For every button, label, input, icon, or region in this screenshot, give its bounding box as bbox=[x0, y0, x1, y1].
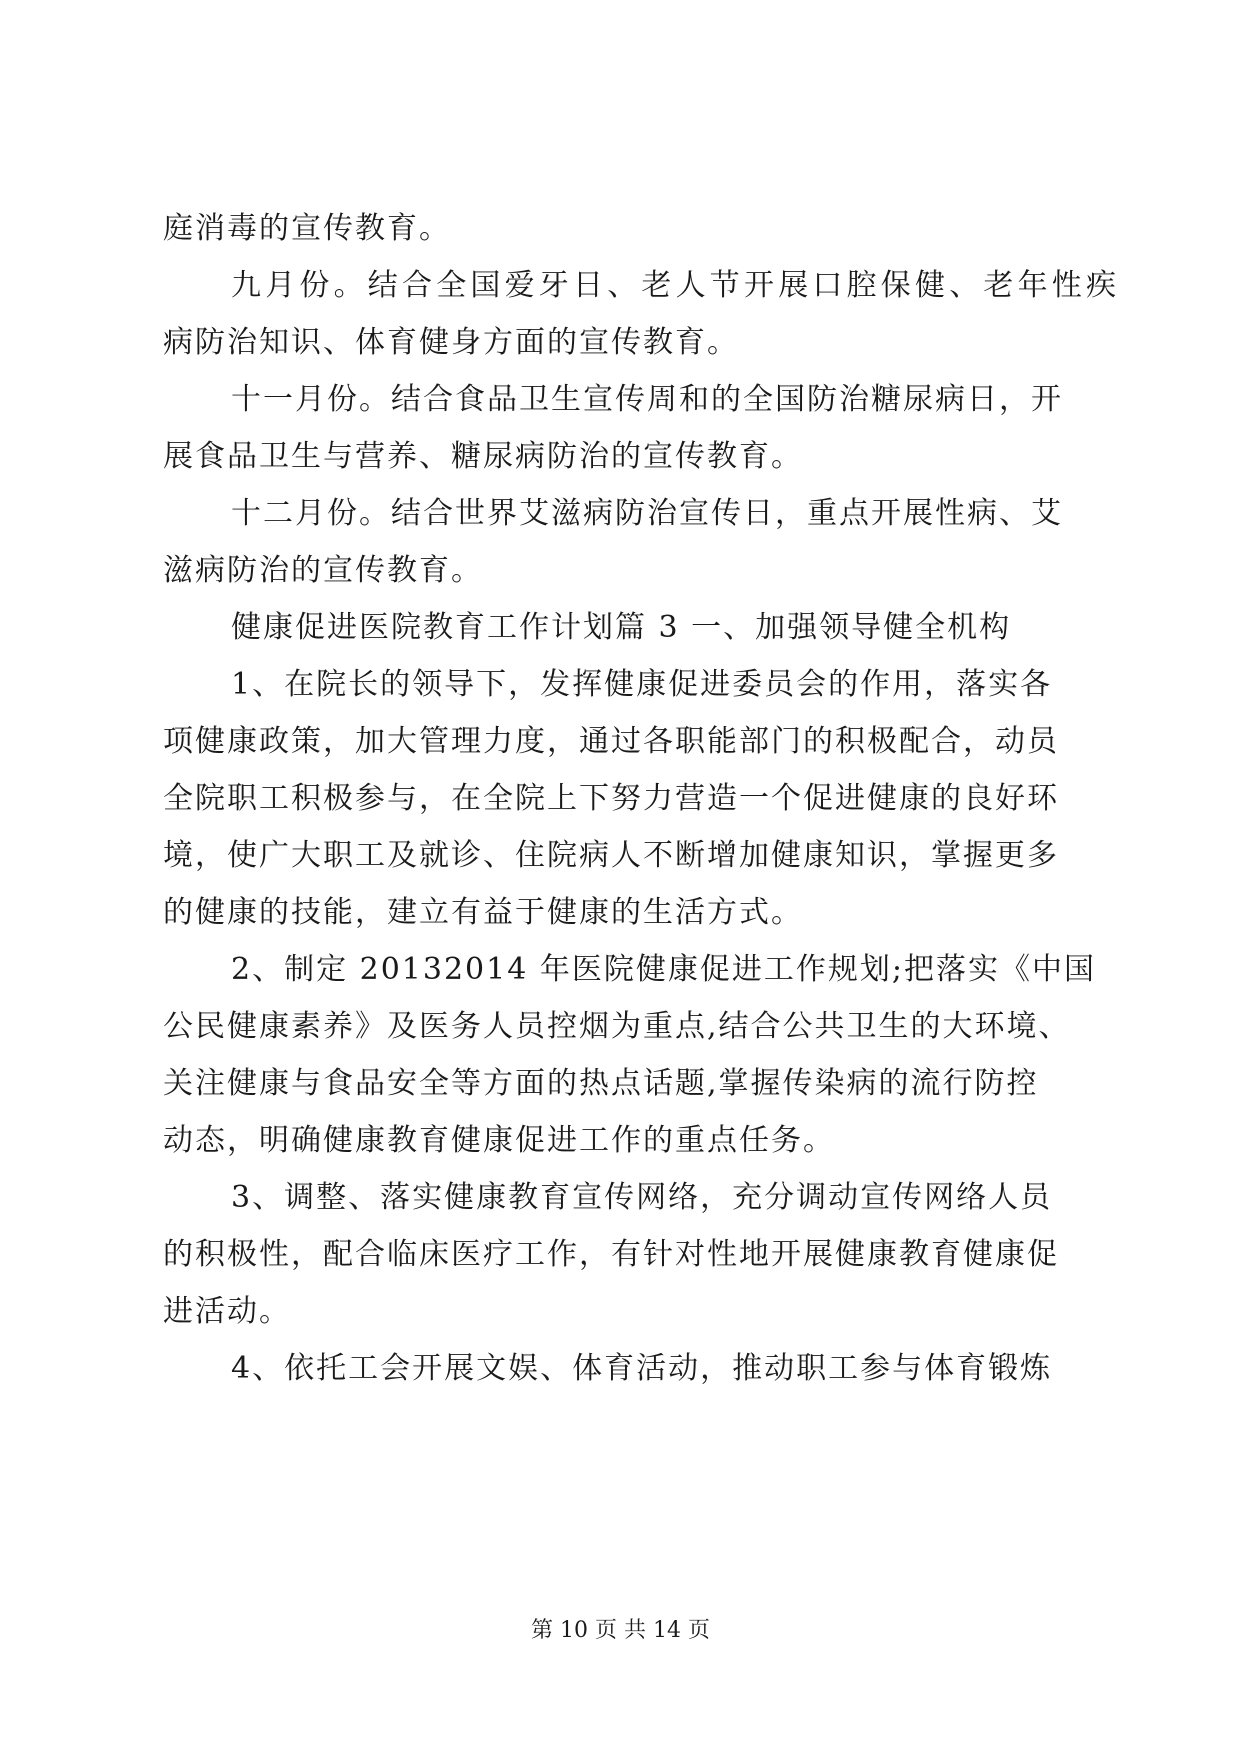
text-line: 展食品卫生与营养、糖尿病防治的宣传教育。 bbox=[163, 439, 803, 474]
text-line: 庭消毒的宣传教育。 bbox=[163, 211, 451, 246]
text-line: 的健康的技能，建立有益于健康的生活方式。 bbox=[163, 895, 803, 930]
text-line: 十一月份。结合食品卫生宣传周和的全国防治糖尿病日，开 bbox=[231, 382, 1063, 417]
section-heading: 健康促进医院教育工作计划篇 3 一、加强领导健全机构 bbox=[231, 610, 1012, 645]
text-line: 九月份。结合全国爱牙日、老人节开展口腔保健、老年性疾 bbox=[231, 268, 1121, 303]
document-body bbox=[163, 200, 1121, 1397]
text-line: 境，使广大职工及就诊、住院病人不断增加健康知识，掌握更多 bbox=[163, 838, 1059, 873]
text-line: 3、调整、落实健康教育宣传网络，充分调动宣传网络人员 bbox=[231, 1180, 1053, 1215]
text-line: 1、在院长的领导下，发挥健康促进委员会的作用，落实各 bbox=[231, 667, 1053, 702]
text-line: 2、制定 20132014 年医院健康促进工作规划;把落实《中国 bbox=[231, 952, 1096, 987]
text-line: 的积极性，配合临床医疗工作，有针对性地开展健康教育健康促 bbox=[163, 1237, 1059, 1272]
text-line: 病防治知识、体育健身方面的宣传教育。 bbox=[163, 325, 739, 360]
text-line: 进活动。 bbox=[163, 1294, 291, 1329]
page-footer: 第 10 页 共 14 页 bbox=[531, 1618, 710, 1643]
text-line: 全院职工积极参与，在全院上下努力营造一个促进健康的良好环 bbox=[163, 781, 1059, 816]
text-line: 关注健康与食品安全等方面的热点话题,掌握传染病的流行防控 bbox=[163, 1066, 1039, 1101]
text-line: 4、依托工会开展文娱、体育活动，推动职工参与体育锻炼 bbox=[231, 1351, 1053, 1386]
text-line: 十二月份。结合世界艾滋病防治宣传日，重点开展性病、艾 bbox=[231, 496, 1063, 531]
text-line: 项健康政策，加大管理力度，通过各职能部门的积极配合，动员 bbox=[163, 724, 1059, 759]
text-line: 动态，明确健康教育健康促进工作的重点任务。 bbox=[163, 1123, 835, 1158]
text-line: 滋病防治的宣传教育。 bbox=[163, 553, 483, 588]
text-line: 公民健康素养》及医务人员控烟为重点,结合公共卫生的大环境、 bbox=[163, 1009, 1071, 1044]
